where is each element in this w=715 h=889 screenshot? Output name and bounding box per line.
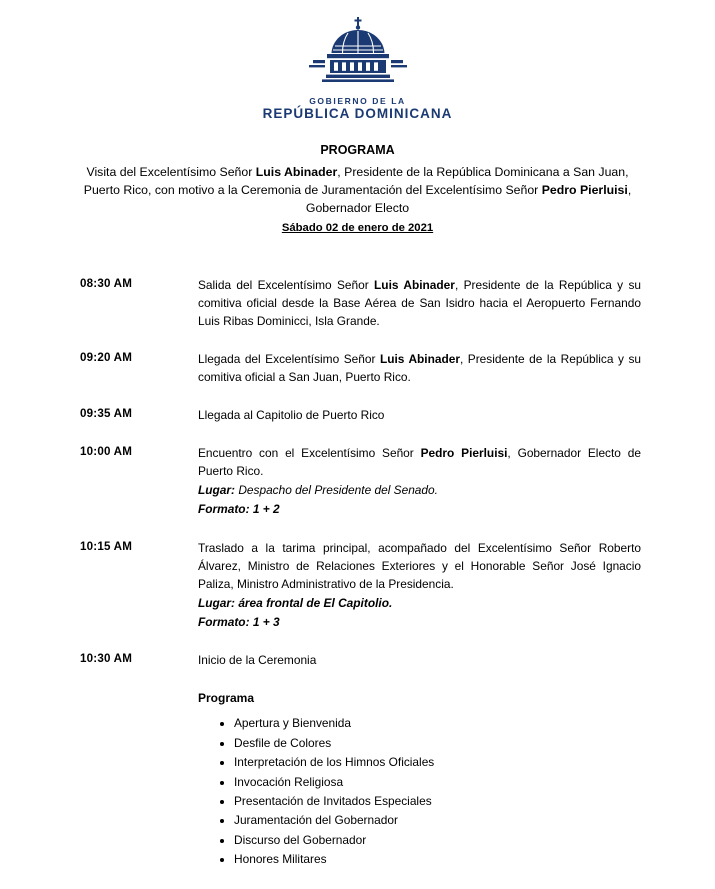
text-run: , Presidente de la República Dominicana a San Juan, Puerto Rico, con motivo a la Ceremonia de Juramentación del Excelentísimo Señor: [83, 165, 629, 197]
coat-of-arms-icon: [299, 16, 417, 94]
agenda-description-text: [198, 539, 641, 593]
agenda-description: [198, 444, 641, 518]
list-item: • Invocación Religiosa: [234, 773, 641, 792]
text-run: Llegada al Capitolio de Puerto Rico: [198, 408, 385, 423]
list-item: • Interpretación de los Himnos Oficiales: [234, 753, 641, 772]
agenda-meta-line: [198, 613, 641, 631]
agenda-meta-value: Despacho del Presidente del Senado.: [238, 483, 438, 498]
agenda-time: 10:30 AM: [80, 651, 133, 665]
list-item: • Desfile de Colores: [234, 734, 641, 753]
agenda-description: [198, 539, 641, 631]
agenda-time: 10:00 AM: [80, 445, 133, 459]
document-date: Sábado 02 de enero de 2021: [281, 221, 434, 234]
program-subheading: Programa: [198, 691, 255, 706]
text-run: Salida del Excelentísimo Señor: [198, 277, 375, 292]
highlighted-name: Luis Abinader: [374, 277, 455, 292]
list-item: • Discurso del Gobernador: [234, 831, 641, 850]
text-run: Traslado a la tarima principal, acompañado del Excelentísimo Señor Roberto Álvarez, Ministro de Relaciones Exteriores y el Honorable Señor José Ignacio Paliza, Ministro Administrativo de la Presidencia.: [198, 540, 641, 591]
agenda-meta-key: Lugar:: [198, 483, 235, 498]
agenda-row: [80, 276, 641, 330]
highlighted-name: Luis Abinader: [255, 165, 338, 180]
agenda-row: [80, 350, 641, 386]
highlighted-name: Pedro Pierluisi: [541, 182, 628, 197]
text-run: , Presidente de la República y su comitiva oficial a San Juan, Puerto Rico.: [198, 351, 641, 384]
agenda-meta-line: [198, 594, 641, 612]
agenda-row: [80, 444, 641, 518]
list-item: • Presentación de Invitados Especiales: [234, 792, 641, 811]
agenda-description: [198, 276, 641, 330]
agenda-list: [0, 276, 715, 870]
text-run: Encuentro con el Excelentísimo Señor: [198, 446, 421, 461]
agenda-description-text: [198, 651, 641, 669]
brand-line-1: GOBIERNO DE LA: [309, 96, 406, 106]
agenda-row: [80, 406, 641, 424]
agenda-meta-key: Lugar:: [198, 595, 235, 610]
agenda-time: 10:15 AM: [80, 539, 133, 553]
agenda-time: 09:20 AM: [80, 350, 133, 364]
list-item: • Juramentación del Gobernador: [234, 811, 641, 830]
agenda-meta-key: Formato:: [198, 502, 250, 517]
agenda-description-text: [198, 276, 641, 330]
highlighted-name: Luis Abinader: [379, 351, 460, 366]
agenda-description: [198, 651, 641, 870]
agenda-meta-line: [198, 481, 641, 499]
brand-text: [263, 97, 453, 121]
title-block: [0, 143, 715, 233]
agenda-meta-value: área frontal de El Capitolio.: [238, 595, 393, 610]
brand-line-2: REPÚBLICA DOMINICANA: [262, 105, 453, 121]
agenda-time: 09:35 AM: [80, 407, 133, 421]
program-item-list: [198, 714, 641, 869]
text-run: , Gobernador Electo de Puerto Rico.: [198, 446, 641, 479]
text-run: , Presidente de la República y su comitiva oficial desde la Base Aérea de San Isidro hacia el Aeropuerto Fernando Luis Ribas Dominicci, Isla Grande.: [198, 277, 642, 328]
highlighted-name: Pedro Pierluisi: [420, 446, 508, 461]
text-run: Inicio de la Ceremonia: [198, 652, 317, 667]
page-title: PROGRAMA: [320, 143, 395, 158]
agenda-meta-value: 1 + 3: [252, 614, 280, 629]
agenda-meta-value: 1 + 2: [252, 502, 280, 517]
agenda-row: [80, 651, 641, 870]
agenda-description: [198, 350, 641, 386]
list-item: • Honores Militares: [234, 850, 641, 869]
agenda-meta-line: [198, 500, 641, 518]
agenda-description: [198, 406, 641, 424]
agenda-row: [80, 539, 641, 631]
agenda-description-text: [198, 406, 641, 424]
text-run: Llegada del Excelentísimo Señor: [198, 351, 380, 366]
text-run: Visita del Excelentísimo Señor: [86, 165, 256, 180]
text-run: , Gobernador Electo: [305, 182, 632, 215]
letterhead: [0, 0, 715, 121]
agenda-time: 08:30 AM: [80, 276, 133, 290]
list-item: • Apertura y Bienvenida: [234, 714, 641, 733]
agenda-meta-key: Formato:: [198, 614, 250, 629]
document-subtitle: [74, 164, 641, 217]
agenda-description-text: [198, 444, 641, 480]
agenda-description-text: [198, 350, 641, 386]
